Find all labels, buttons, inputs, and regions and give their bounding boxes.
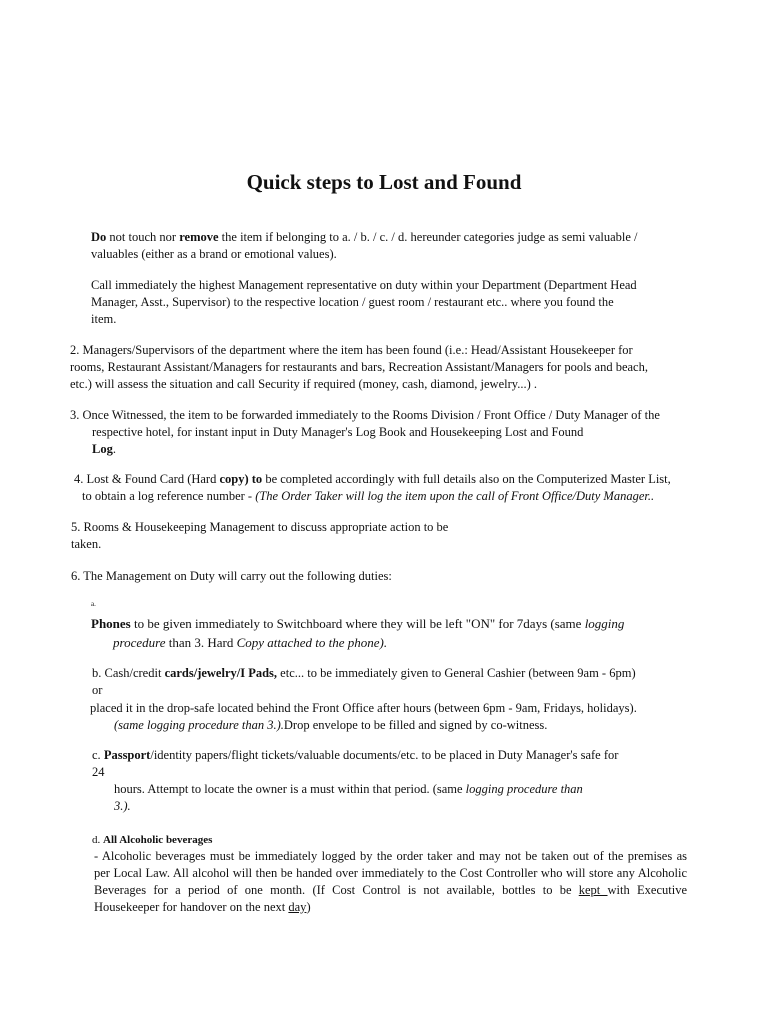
duty-b-paragraph: b. Cash/credit cards/jewelry/I Pads, etc... to be immediately given to General Cashier (between 9am - 6pm) or bbox=[92, 666, 636, 697]
step-5-paragraph: 5. Rooms & Housekeeping Management to discuss appropriate action to be taken. bbox=[71, 520, 449, 551]
do-label: Do bbox=[91, 230, 107, 244]
log-label: Log bbox=[92, 442, 113, 456]
step-3-paragraph: 3. Once Witnessed, the item to be forwarded immediately to the Rooms Division / Front Office / Duty Manager of the respective hotel, for instant input in Duty Manager's Log Book and Housekeeping Lost and Found Log. bbox=[70, 408, 660, 456]
step-1-paragraph bbox=[91, 229, 691, 263]
step-4-paragraph: 4. Lost & Found Card (Hard copy) to be completed accordingly with full details also on the Computerized Master List, to obtain a log reference number - (The Order Taker will log the item upon the call of Front Office/Duty Manager.. bbox=[74, 472, 671, 503]
copy-to-label: copy) to bbox=[219, 472, 263, 486]
page-title: Quick steps to Lost and Found bbox=[246, 170, 522, 194]
step-1-line-1: Do not touch nor remove the item if belonging to a. / b. / c. / d. hereunder categories judge as semi valuable / bbox=[91, 230, 638, 244]
phones-label: Phones bbox=[91, 616, 131, 631]
duty-a-marker: a. bbox=[91, 600, 96, 608]
duty-d-paragraph: - Alcoholic beverages must be immediately logged by the order taker and may not be taken out of the premises as per Local Law. All alcohol will then be handed over immediately to the Cost Controller who will store any Alcoholic Beverages for a period of one month. (If Cost Control is not available, bottles to be kept with Executive Housekeeper for handover on the next day) bbox=[94, 849, 687, 914]
duty-a-paragraph: Phones to be given immediately to Switchboard where they will be left "ON" for 7days (same logging procedure than 3. Hard Copy attached to the phone). bbox=[91, 616, 625, 650]
step-2-paragraph: 2. Managers/Supervisors of the department where the item has been found (i.e.: Head/Assistant Housekeeper for rooms, Restaurant Assistant/Managers for restaurants and bars, Recreation Assistant/Managers for pools and beach, etc.) will assess the situation and call Security if required (money, cash, diamond, jewelry...) . bbox=[70, 343, 648, 391]
duty-b-continuation: placed it in the drop-safe located behind the Front Office after hours (between 6pm - 9am, Fridays, holidays). (same logging procedure than 3.).Drop envelope to be filled and signed by co-witness. bbox=[90, 701, 637, 732]
step-6-paragraph: 6. The Management on Duty will carry out the following duties: bbox=[71, 569, 392, 583]
duty-c-paragraph: c. Passport/identity papers/flight tickets/valuable documents/etc. to be placed in Duty Manager's safe for 24 hours. Attempt to locate the owner is a must within that period. (same logging procedure than 3.). bbox=[92, 748, 619, 813]
remove-label: remove bbox=[179, 230, 219, 244]
step-1-call-paragraph: Call immediately the highest Management representative on duty within your Department (Department Head Manager, Asst., Supervisor) to the respective location / guest room / restaurant etc.. where you found the item. bbox=[91, 278, 637, 326]
step-1-line-2: valuables (either as a brand or emotional values). bbox=[91, 247, 337, 261]
duty-d-heading: d. All Alcoholic beverages bbox=[92, 834, 213, 846]
